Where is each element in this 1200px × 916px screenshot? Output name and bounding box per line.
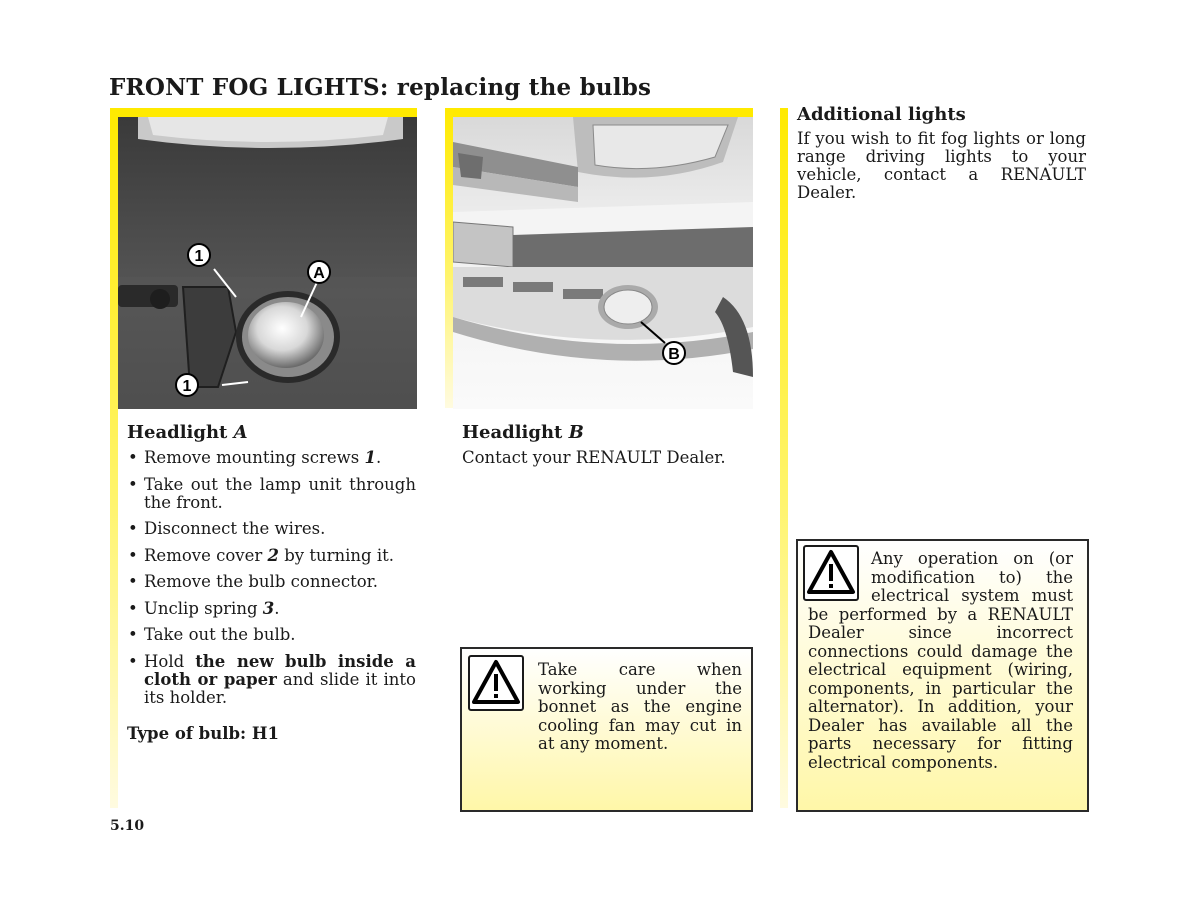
left-column-top-bar	[110, 108, 417, 117]
electrical-warning-box	[796, 539, 1089, 812]
warning-triangle-icon	[470, 657, 522, 709]
headlight-b-section	[462, 422, 752, 467]
middle-column-side-bar	[445, 108, 453, 408]
svg-text:B: B	[668, 346, 680, 363]
callout-1-bottom	[176, 374, 198, 396]
fog-light-illustration-b	[453, 117, 753, 409]
cooling-fan-warning-box	[460, 647, 753, 812]
cooling-fan-warning-text: Take care when working under the bonnet as the engine cooling fan may cut in at any moment.	[538, 660, 742, 753]
additional-lights-heading: Additional lights	[797, 104, 966, 125]
headlight-b-letter: B	[568, 422, 584, 443]
headlight-a-section	[127, 422, 416, 743]
middle-column-top-bar	[445, 108, 753, 117]
right-column-side-bar	[780, 108, 788, 808]
fog-light-photo-b	[453, 117, 753, 409]
page-title: FRONT FOG LIGHTS: replacing the bulbs	[109, 74, 652, 101]
list-item: • Unclip spring 3.	[127, 600, 416, 618]
fog-light-illustration-a	[118, 117, 417, 409]
bulb-type-label: Type of bulb: H1	[127, 723, 279, 743]
list-item: • Take out the bulb.	[127, 626, 416, 644]
additional-lights-text: If you wish to fit fog lights or long range driving lights to your vehicle, contact a RENAULT Dealer.	[797, 129, 1086, 202]
warning-icon-frame	[803, 545, 859, 601]
list-item: • Take out the lamp unit through the front.	[127, 476, 416, 512]
svg-text:A: A	[313, 265, 325, 282]
headlight-a-heading: Headlight A	[127, 422, 248, 443]
headlight-b-text: Contact your RENAULT Dealer.	[462, 448, 726, 467]
additional-lights-section	[797, 104, 1086, 202]
callout-b	[663, 342, 685, 364]
list-item: • Remove cover 2 by turning it.	[127, 547, 416, 565]
headlight-a-letter: A	[233, 422, 248, 443]
list-item: • Disconnect the wires.	[127, 520, 416, 538]
electrical-warning-text: Any operation on (or modification to) the electrical system must be performed by a RENAULT Dealer since incorrect connections could damage the electrical equipment (wiring, components, in particular the alternator). In addition, your Dealer has available all the parts necessary for fitting electrical components.	[808, 549, 1073, 772]
replacement-steps-list	[127, 449, 416, 707]
svg-text:1: 1	[182, 378, 192, 395]
list-item: • Remove the bulb connector.	[127, 573, 416, 591]
list-item: • Remove mounting screws 1.	[127, 449, 416, 467]
warning-icon-frame	[468, 655, 524, 711]
headlight-b-heading: Headlight B	[462, 422, 584, 443]
callout-a	[308, 261, 330, 283]
fog-light-photo-a	[118, 117, 417, 409]
page-number: 5.10	[110, 818, 145, 834]
left-column-side-bar	[110, 108, 118, 808]
list-item: • Hold the new bulb inside a cloth or paper and slide it into its holder.	[127, 653, 416, 707]
svg-text:1: 1	[194, 248, 204, 265]
warning-triangle-icon	[805, 547, 857, 599]
callout-1-top	[188, 244, 210, 266]
